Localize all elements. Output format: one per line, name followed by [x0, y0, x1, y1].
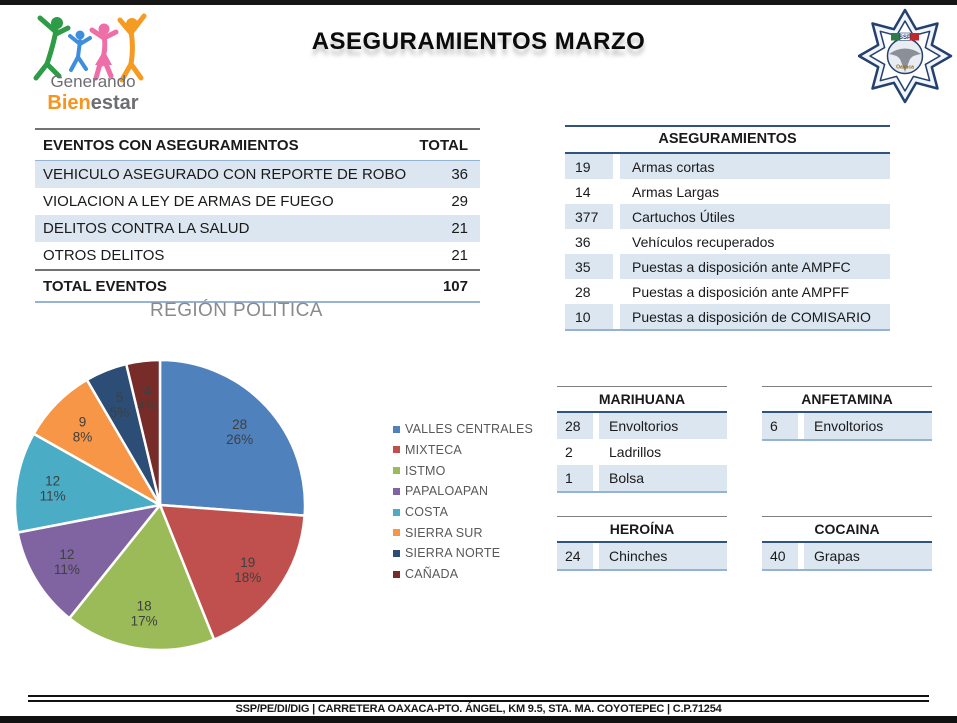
table-bottom-rule — [557, 491, 727, 493]
eventos-col-header: EVENTOS CON ASEGURAMIENTOS — [43, 136, 299, 154]
legend-item: SIERRA NORTE — [393, 547, 533, 560]
pie-data-label: 5 5% — [109, 390, 130, 421]
legend-swatch-icon — [393, 509, 400, 516]
eventos-table-header — [35, 128, 480, 161]
eventos-table — [35, 128, 480, 303]
logo-line2: Bienestar — [47, 91, 139, 114]
chart-legend — [393, 423, 533, 589]
top-border-bar — [0, 0, 957, 5]
anfetamina-table-title: ANFETAMINA — [762, 386, 932, 413]
pie-data-label: 12 11% — [39, 473, 66, 504]
table-row: 6 Envoltorios — [762, 413, 932, 439]
bottom-border-bar — [0, 716, 957, 723]
table-bottom-rule — [565, 329, 890, 331]
pie-data-label: 28 26% — [226, 416, 254, 447]
table-row: 35 Puestas a disposición ante AMPFC — [565, 254, 890, 279]
heroina-table — [557, 516, 727, 571]
table-row: VEHICULO ASEGURADO CON REPORTE DE ROBO 36 — [35, 161, 480, 188]
table-row: 10 Puestas a disposición de COMISARIO — [565, 304, 890, 329]
table-bottom-rule — [557, 569, 727, 571]
table-row: OTROS DELITOS 21 — [43, 247, 468, 264]
table-row: 28 Envoltorios — [557, 413, 727, 439]
pie-data-label: 9 8% — [72, 414, 93, 445]
marihuana-table-title: MARIHUANA — [557, 386, 727, 413]
table-row: 1 Bolsa — [557, 465, 727, 491]
pie-data-label: 19 18% — [234, 555, 262, 586]
legend-swatch-icon — [393, 467, 400, 474]
footer-address: SSP/PE/DI/DIG | CARRETERA OAXACA-PTO. ÁNGEL, KM 9.5, STA. MA. COYOTEPEC | C.P.71254 — [235, 703, 722, 715]
table-row: 40 Grapas — [762, 543, 932, 569]
logo-wordmark — [18, 72, 168, 115]
table-row: VIOLACION A LEY DE ARMAS DE FUEGO 29 — [43, 193, 468, 210]
legend-swatch-icon — [393, 488, 400, 495]
chart-title: REGIÓN POLITICA — [150, 300, 323, 321]
legend-item: VALLES CENTRALES — [393, 423, 533, 436]
eventos-total-row: TOTAL EVENTOS 107 — [35, 269, 480, 303]
anfetamina-table — [762, 386, 932, 441]
footer-double-rule — [28, 695, 929, 702]
total-col-header: TOTAL — [419, 136, 468, 154]
svg-text:SSP: SSP — [898, 35, 912, 41]
svg-text:Oaxaca: Oaxaca — [896, 64, 914, 71]
pie-data-label: 12 11% — [53, 547, 80, 578]
legend-swatch-icon — [393, 426, 400, 433]
legend-swatch-icon — [393, 571, 400, 578]
table-bottom-rule — [762, 439, 932, 441]
cocaina-table-title: COCAINA — [762, 516, 932, 543]
table-row: 14 Armas Largas — [575, 183, 720, 200]
legend-item: PAPALOAPAN — [393, 485, 533, 498]
table-row: 24 Chinches — [557, 543, 727, 569]
cocaina-table — [762, 516, 932, 571]
table-row: DELITOS CONTRA LA SALUD 21 — [35, 215, 480, 242]
legend-swatch-icon — [393, 550, 400, 557]
legend-item: CAÑADA — [393, 568, 533, 581]
legend-swatch-icon — [393, 529, 400, 536]
pie-data-label: 18 17% — [130, 598, 158, 629]
ssp-oaxaca-badge-icon — [858, 4, 953, 114]
table-row: 36 Vehículos recuperados — [575, 233, 775, 250]
legend-item: MIXTECA — [393, 444, 533, 457]
marihuana-table — [557, 386, 727, 493]
page-title: ASEGURAMIENTOS MARZO — [311, 28, 646, 55]
table-row: 28 Puestas a disposición ante AMPFF — [575, 283, 850, 300]
region-politica-pie-chart — [0, 345, 320, 665]
logo-line1: Generando — [50, 72, 136, 91]
aseguramientos-table — [565, 125, 890, 331]
table-row: 2 Ladrillos — [565, 444, 662, 460]
legend-swatch-icon — [393, 446, 400, 453]
pie-data-label: 4 4% — [137, 382, 158, 413]
table-row: 377 Cartuchos Útiles — [565, 204, 890, 229]
table-row: 19 Armas cortas — [565, 154, 890, 179]
legend-item: ISTMO — [393, 464, 533, 477]
aseguramientos-table-title: ASEGURAMIENTOS — [565, 125, 890, 154]
heroina-table-title: HEROÍNA — [557, 516, 727, 543]
legend-item: COSTA — [393, 506, 533, 519]
legend-item: SIERRA SUR — [393, 526, 533, 539]
table-bottom-rule — [762, 569, 932, 571]
